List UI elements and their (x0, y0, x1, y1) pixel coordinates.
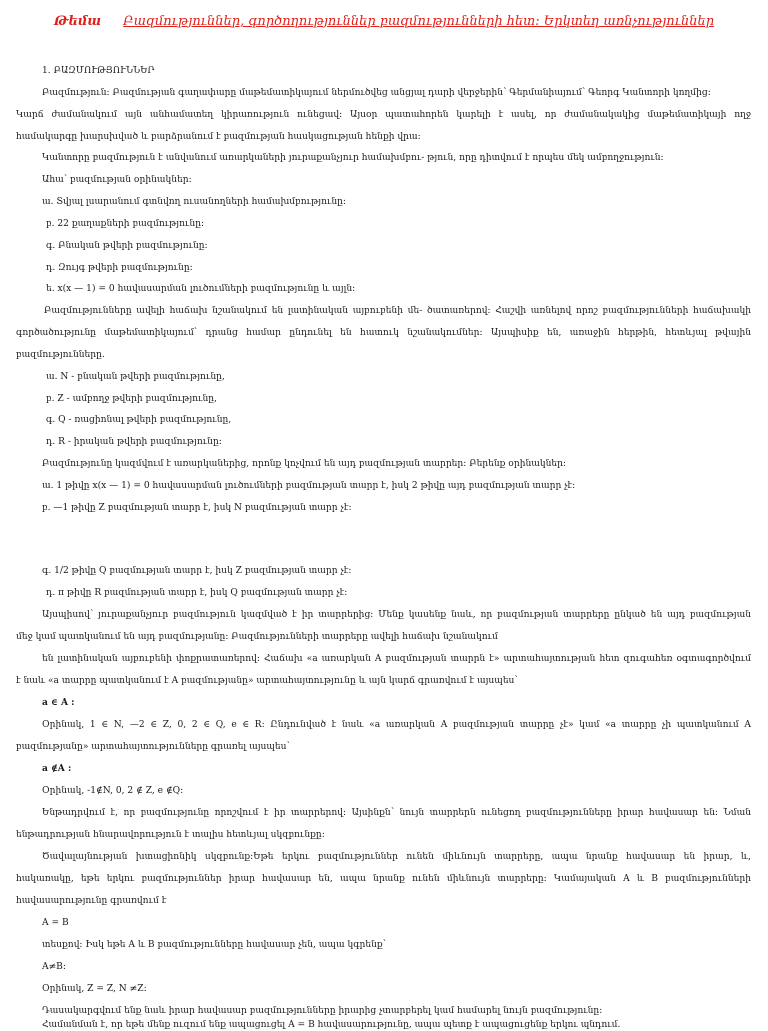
paragraph-line: Օրինակ, -1∉N, 0, 2 ∉ Z, e ∉Q: (42, 786, 184, 796)
paragraph-line: գործածությունը մաթեմատիկայում՝ դրանց համար ընդունել են հատուկ նշանակումներ: Այսպիսիք են, առաջին հերթին, հետևյալ թվային (16, 328, 751, 338)
list-item: գ. Q - ռացիոնալ թվերի բազմությունը, (46, 415, 232, 425)
paragraph-line: Բազմությունը կազմվում է առարկաներից, որոնք կոչվում են այդ բազմության տարրեր: Բերենք օրինակներ: (42, 459, 567, 469)
formula-line: A≠B: (42, 962, 66, 972)
formula-line: a ∉A : (42, 763, 72, 774)
paragraph-line: Համանման է, որ եթե մենք ուզում ենք ապացուցել A = B հավասարությունը, ապա պետք է ապացուցենք երկու պնդում. (42, 1020, 621, 1030)
paragraph-line: Բազմություն: Բազմության գաղափարը մաթեմատիկայում ներմուծվեց անցյալ դարի վերջերին՝ Գերմանիայում՝ Գեորգ Կանտորի կողմից: (42, 88, 711, 98)
paragraph-line: Կանտորը բազմություն է անվանում առարկաների յուրաքանչյուր համախմբու- թյուն, որը դիտվում է որպես մեկ ամբողջություն: (42, 153, 664, 163)
list-item: դ. Զույգ թվերի բազմությունը: (46, 263, 193, 273)
title-label: Թեմա (53, 14, 102, 29)
paragraph-line: համակարգը խարսխված և բարձրանում է բազմության հասկացության հենքի վրա: (16, 132, 421, 142)
paragraph-line: բազմությունները. (16, 350, 105, 360)
paragraph-line: Բազմությունները ավելի հաճախ նշանակում են լատինական այբուբենի մե- ծատառերով: Հաշվի առնելով որոշ բազմությունների հաճախակի (44, 306, 751, 316)
paragraph-line: բազմությանը» արտահայտությունները գրառել այսպես՝ (16, 742, 290, 752)
formula-line: A = B (42, 918, 69, 928)
paragraph-line: հավասարությունը գրառվում է (16, 896, 167, 906)
list-item: ե. x(x — 1) = 0 հավասարման լուծումների բազմությունը և այլն: (46, 284, 356, 294)
paragraph-line: հակառակը, եթե երկու բազմություններ իրար հավասար են, ապա նրանք ունեն միևնույն տարրերը: Կամայական A և B բազմությունների (16, 874, 751, 884)
paragraph-line: Այսպիսով՝ յուրաքանչյուր բազմություն կազմված է իր տարրերից: Մենք կասենք նաև, որ բազմության տարրերը ընկած են այդ բազմության (42, 610, 751, 620)
list-item: ա. N - բնական թվերի բազմությունը, (46, 372, 225, 382)
paragraph-line: Ահա՝ բազմության օրինակներ: (42, 175, 192, 185)
list-item: դ. R - իրական թվերի բազմությունը: (46, 437, 222, 447)
paragraph-line: են լատինական այբուբենի փոքրատառերով: Հաճախ «a առարկան A բազմության տարրն է» արտահայտության հետ զուգահեռ օգտագործվում (42, 654, 751, 664)
paragraph-line: Դասակարգվում ենք նաև իրար հավասար բազմությունները իրարից չտարբերել կամ համարել նույն բազմությունը: (42, 1006, 603, 1016)
list-item: դ. π թիվը R բազմության տարր է, իսկ Q բազմության տարր չէ: (46, 588, 348, 598)
list-item: բ. —1 թիվը Z բազմության տարր է, իսկ N բազմության տարր չէ: (42, 503, 352, 513)
formula-line: a ∈ A : (42, 697, 75, 708)
paragraph-line: Օրինակ, Z = Z, N ≠Z: (42, 984, 147, 994)
list-item: ա. Տվյալ լսարանում գտնվող ուսանողների համախմբությունը: (42, 197, 347, 207)
paragraph-line: է նաև «a տարրը պատկանում է A բազմությանը» արտահայտությունը և այն կարճ գրառվում է այսպես՝ (16, 676, 518, 686)
paragraph-line: տեսքով: Իսկ եթե A և B բազմությունները հավասար չեն, ապա կգրենք՝ (42, 940, 386, 950)
list-item: ա. 1 թիվը x(x — 1) = 0 հավասարման լուծումների բազմության տարր է, իսկ 2 թիվը այդ բազմության տարր չէ: (42, 481, 576, 491)
paragraph-line: մեջ կամ պատկանում են այդ բազմությանը: Բազմությունների տարրերը ավելի հաճախ նշանակում (16, 632, 498, 642)
list-item: գ. 1/2 թիվը Q բազմության տարր է, իսկ Z բազմության տարր չէ: (42, 566, 352, 576)
paragraph-line: Օրինակ, 1 ∈ N, —2 ∈ Z, 0, 2 ∈ Q, e ∈ R: Ընդունված է նաև «a առարկան A բազմության տարրը չէ» կամ «a տարրը չի պատկանում A (42, 720, 751, 730)
title-text: Բազմություններ, գործողություններ բազմությունների հետ: Երկտեղ առնչություններ (123, 14, 715, 29)
paragraph-line: ենթադրության հնարավորություն է տալիս հետևյալ սկզբունքը: (16, 830, 325, 840)
list-item: գ. Բնական թվերի բազմությունը: (46, 241, 208, 251)
paragraph-line: Ծավալայնության խտացիոնիկ սկզբունք:Եթե երկու բազմություններ ունեն միևնույն տարրերը, ապա նրանք հավասար են իրար, և, (42, 852, 751, 862)
paragraph-line: Ենթադրվում է, որ բազմությունը որոշվում է իր տարրերով: Այսինքն՝ նույն տարրերն ունեցող բազմությունները իրար հավասար են: Նման (42, 808, 751, 818)
paragraph-line: Կարճ ժամանակում այն անհամատեղ կիրառություն ունեցավ: Այսօր պատահորեն կարելի է ասել, որ ժամանակակից մաթեմատիկայի ողջ (16, 110, 751, 120)
list-item: բ. 22 քաղաքների բազմությունը: (46, 219, 205, 229)
list-item: բ. Z - ամբողջ թվերի բազմությունը, (46, 394, 217, 404)
page-title (0, 14, 768, 29)
section-heading: 1. ԲԱԶՄՈՒԹՅՈՒՆՆԵՐ (42, 66, 155, 76)
